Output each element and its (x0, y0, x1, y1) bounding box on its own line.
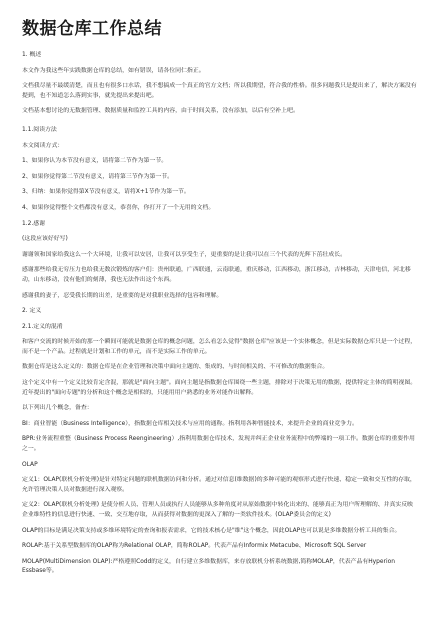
paragraph: 定义1：OLAP(联机分析处理)是针对特定问题的联机数据访问和分析。通过对信息(维数据)的多种可能的观察形式进行快速、稳定一致和交互性的存取，允许管理决策人员对数据进行深入观察。 (22, 477, 416, 493)
paragraph: 这个定义中有一个定义比较肯定含混，那就是"面向主题"。面向主题是指数据仓库围绕一些主题，排除对于决策无用的数据，提供特定主体的简明视图。近年提出的"面向专题"的分析和这个概念是相似的，只能用用户熟悉的业务对能作出解释。 (22, 380, 417, 396)
list-item: 1、如果你认为本节没有意义，请将第二节作为第一节。 (22, 158, 168, 165)
paragraph: MOLAP(MultiDimension OLAP):严格遵照Codd的定义，自行建立多维数据库，来存放联机分析系统数据,简称MOLAP，代表产品有Hyperion Essbase等。 (22, 558, 395, 575)
paragraph: BI：商业智能（Business Intelligence），指数据仓库相关技术与应用的通称。指利用各种智能技术，来提升企业的商业竞争力。 (22, 420, 358, 427)
paragraph: 本文作为我这些年实践数据仓库的总结，如有错误，请各位同仁指正。 (22, 67, 205, 74)
section-heading: 1. 概述 (22, 52, 42, 58)
paragraph: OLAP的目标是满足决策支持或多维环境特定的查询和报表需求，它的技术核心是"维"这个概念，因此OLAP也可以说是多维数据分析工具的集合。 (22, 527, 401, 534)
paragraph: 数据仓库是这么定义的：数据仓库是在企业管理和决策中面向主题的、集成的、与时间相关的、不可修改的数据集合。 (22, 364, 329, 371)
section-heading: 1.1.阅读方法 (22, 126, 57, 133)
paragraph: 以下列出几个概念，备查： (22, 405, 93, 412)
section-heading: OLAP (22, 461, 38, 468)
paragraph: 文档基本想讨论的无数据管理、数据质量和监控工具的内容，由于时间关系，没有添加，以后有空补上吧。 (22, 108, 299, 115)
list-item: 2、如果你觉得第二节没有意义，请将第三节作为第一节。 (22, 173, 174, 180)
section-heading: 1.2.感谢 (22, 220, 46, 227)
document-title: 数据仓库工作总结 (22, 19, 162, 39)
paragraph: (这段应该好好写) (22, 236, 68, 243)
paragraph: 谢谢领和国家给我这么一个大环境，让我可以安居，让我可以享受生子，更重要的是让我可以在三个代表的光辉下茁壮成长。 (22, 251, 346, 258)
paragraph: 定义2：OLAP(联机分析处理) 是使分析人员、管理人员或执行人员能够从多种角度对从原始数据中转化出来的、能够真正为用户所理解的、并真实反映企业维特性的信息进行快速、一致、交互地存取，从而获得对数据的更深入了解的一类软件技术。(OLAP委员会的定义) (22, 502, 414, 518)
paragraph: 感谢我的妻子，忍受我长期的出差，是重要的是对我职业选择的包容和理解。 (22, 292, 223, 299)
section-heading: 2.1.定义的混淆 (22, 323, 63, 330)
paragraph: 和客户交流的时候开始的那一个瞬间可能就是数据仓库的概念问题，怎么看怎么觉得"数据仓库"应该是一个实体概念，但是实际数据仓库只是一个过程，而不是一个产品。过程就是计划和工作的单元，而不是实际工作的单元。 (22, 339, 417, 355)
section-heading: 2. 定义 (22, 308, 42, 315)
paragraph: ROLAP:基于关系型数据库的OLAP称为Relational OLAP，简称ROLAP。代表产品有Informix Metacube、Microsoft SQL Server (22, 543, 367, 550)
paragraph: 感谢那些给我无穷压力也给我无数次锻炼的客户们：贵州联通，广西联通，云南联通，重庆移动，江西移动，浙江移动，吉林移动，天津电信，河北移动，山东移动，没有他们的刻薄，我也无法作出这个东西。 (22, 267, 411, 283)
paragraph: 本文阅读方式： (22, 142, 64, 149)
list-item: 3、归纳：如果你觉得第X节没有意义，请将X+1节作为第一节。 (22, 189, 190, 196)
paragraph: 文档我尽量不最缓清楚，而且也有很多口水话，我不想搞成一个真正的官方文档；所以我期望，符合我的性格。很多问题我只是提出来了，解决方案没有提到，也不知道怎么落到实事，就先提出来提出吧。 (22, 83, 417, 99)
list-item: 4、如果你觉得整个文档都没有意义，恭喜你，你打开了一个无用的文档。 (22, 204, 215, 211)
paragraph: BPR:业务流程重整（Business Process Reengineering）,指利用数据仓库技术，发现并纠正企业业务流程中的弊端的一项工作。数据仓库的重要作用之一。 (22, 436, 415, 453)
